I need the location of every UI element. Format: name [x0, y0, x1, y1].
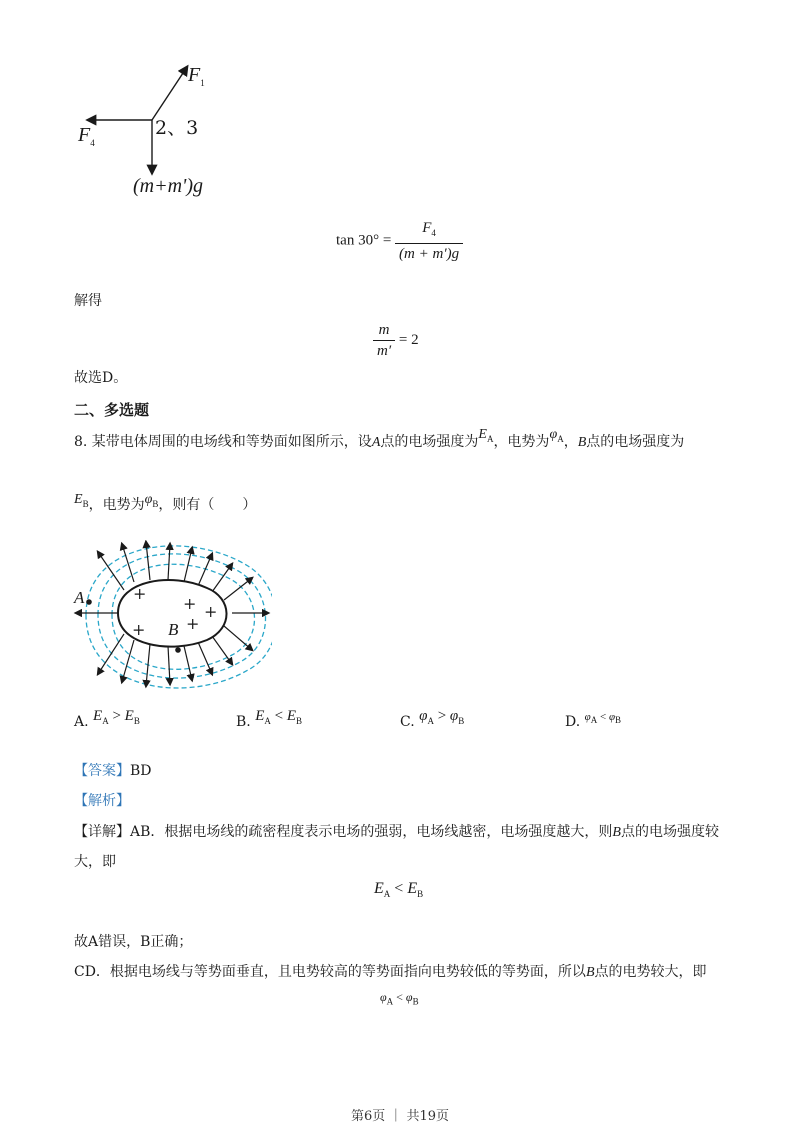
f4-label: $F_4$: [78, 124, 95, 148]
plus-sign: +: [204, 602, 218, 621]
field-line: [224, 578, 252, 600]
field-line: [122, 544, 134, 582]
field-line: [184, 646, 192, 680]
choose-d: 故选D。: [74, 370, 128, 386]
detail-equation-2: $\varphi_A < \varphi_B$: [380, 990, 419, 1007]
field-line: [122, 640, 134, 682]
answer-tag: 【答案】: [74, 763, 130, 779]
detail-line2: 大，即: [74, 854, 116, 870]
analysis-tag: 【解析】: [74, 793, 130, 809]
answer-line: [74, 761, 152, 781]
ratio-equation: $\frac{m}{m'}$ = 2: [373, 320, 419, 361]
field-line: [98, 634, 124, 674]
question8-line2: $E_B$，电势为$\varphi_B$，则有（ ）: [74, 492, 257, 513]
detail-line1: 【详解】AB．根据电场线的疏密程度表示电场的强弱，电场线越密，电场强度越大，则B点的电场强度较: [74, 824, 719, 840]
plus-sign: +: [183, 594, 197, 613]
point-a: [86, 599, 92, 605]
weight-label: (m+m')g: [133, 175, 203, 197]
center-label: 2、3: [155, 117, 199, 139]
question8-line1: 8. 某带电体周围的电场线和等势面如图所示，设A点的电场强度为$E_A$，电势为$\varphi_A$，B点的电场强度为: [74, 427, 685, 450]
option-d[interactable]: D. $^{\varphi_A < \varphi_B}$: [565, 711, 622, 730]
option-c[interactable]: C. $\varphi_A > \varphi_B$: [400, 708, 465, 730]
plus-sign: +: [133, 584, 147, 603]
field-line: [212, 636, 232, 664]
detail-equation-1: $E_A < E_B$: [374, 880, 424, 900]
field-line: [198, 554, 212, 586]
solve-text: 解得: [74, 293, 102, 309]
section-heading: 二、多选题: [74, 401, 150, 419]
label-b: B: [168, 620, 179, 639]
label-a: A: [74, 588, 85, 607]
option-a[interactable]: A. $E_A > E_B$: [74, 708, 140, 730]
option-b[interactable]: B. $E_A < E_B$: [236, 708, 303, 730]
field-line: [224, 626, 252, 650]
field-line: [168, 544, 170, 580]
detail-line3: CD．根据电场线与等势面垂直，且电势较高的等势面指向电势较低的等势面，所以B点的电势较大，即: [74, 964, 707, 980]
plus-sign: +: [186, 614, 200, 633]
detail-conclusion1: 故A错误，B正确；: [74, 934, 193, 950]
field-line: [98, 552, 124, 590]
field-line: [184, 548, 192, 582]
plus-sign: +: [132, 620, 146, 639]
f1-label: $F_1$: [188, 64, 205, 88]
tan-equation: tan 30° = $\frac{F_4}{(m + m')g}$: [336, 218, 463, 264]
point-b: [175, 647, 181, 653]
field-line: [198, 642, 212, 674]
page-footer: 第6页 ｜ 共19页: [350, 1109, 450, 1124]
answer-value: BD: [130, 763, 152, 779]
